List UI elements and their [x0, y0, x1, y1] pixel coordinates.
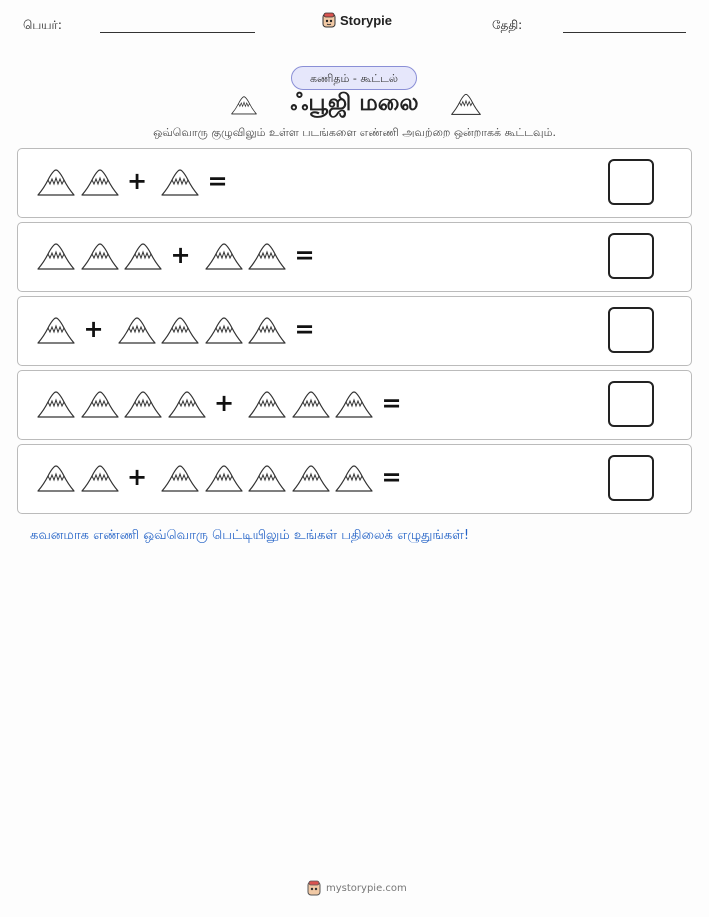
equals-sign: = — [207, 167, 228, 195]
mountain-icon — [247, 314, 287, 346]
mountain-icon — [291, 388, 331, 420]
plus-sign: + — [214, 389, 235, 417]
answer-box[interactable] — [608, 307, 654, 353]
mountain-icon — [204, 314, 244, 346]
plus-sign: + — [170, 241, 191, 269]
mountain-icon — [80, 462, 120, 494]
equals-sign: = — [381, 389, 402, 417]
mountain-icon — [36, 462, 76, 494]
storypie-logo-icon — [307, 880, 321, 896]
problem-row — [17, 148, 692, 218]
answer-box[interactable] — [608, 233, 654, 279]
mountain-icon — [334, 388, 374, 420]
brand-name: Storypie — [340, 12, 393, 28]
mountain-icon — [36, 166, 76, 198]
subject-badge: கணிதம் - கூட்டல் — [291, 66, 417, 90]
mountain-icon — [204, 240, 244, 272]
storypie-logo-icon — [322, 12, 336, 28]
site-url: mystorypie.com — [326, 882, 407, 894]
mountain-icon — [291, 462, 331, 494]
problem-row — [17, 222, 692, 292]
date-label: தேதி: — [492, 18, 523, 32]
site-footer — [307, 880, 407, 896]
mountain-icon — [204, 462, 244, 494]
mountain-icon — [80, 388, 120, 420]
instructions-text: ஒவ்வொரு குழுவிலும் உள்ள படங்களை எண்ணி அவற்றை ஒன்றாகக் கூட்டவும். — [153, 126, 556, 139]
mountain-icon — [36, 240, 76, 272]
mountain-icon — [117, 314, 157, 346]
worksheet-header — [0, 0, 709, 40]
plus-sign: + — [127, 463, 148, 491]
plus-sign: + — [127, 167, 148, 195]
mountain-icon — [167, 388, 207, 420]
date-line[interactable] — [563, 32, 686, 33]
mountain-icon — [36, 388, 76, 420]
mountain-icon — [160, 462, 200, 494]
mountain-icon — [450, 90, 482, 118]
mountain-icon — [247, 240, 287, 272]
mountain-icon — [247, 388, 287, 420]
name-line[interactable] — [100, 32, 255, 33]
mountain-icon — [247, 462, 287, 494]
brand-logo — [322, 12, 392, 28]
mountain-icon — [123, 240, 163, 272]
answer-box[interactable] — [608, 381, 654, 427]
mountain-icon — [80, 240, 120, 272]
equals-sign: = — [381, 463, 402, 491]
mountain-icon — [36, 314, 76, 346]
mountain-icon — [123, 388, 163, 420]
answer-box[interactable] — [608, 455, 654, 501]
equals-sign: = — [294, 315, 315, 343]
answer-box[interactable] — [608, 159, 654, 205]
footer-note: கவனமாக எண்ணி ஒவ்வொரு பெட்டியிலும் உங்கள் பதிலைக் எழுதுங்கள்! — [30, 528, 470, 543]
name-label: பெயர்: — [23, 18, 62, 32]
equals-sign: = — [294, 241, 315, 269]
plus-sign: + — [83, 315, 104, 343]
mountain-icon — [80, 166, 120, 198]
page-title: ஃபூஜி மலை — [290, 90, 419, 116]
problem-row — [17, 370, 692, 440]
title-row — [0, 88, 709, 124]
problem-row — [17, 444, 692, 514]
mountain-icon — [334, 462, 374, 494]
mountain-icon — [160, 166, 200, 198]
problem-row — [17, 296, 692, 366]
mountain-icon — [160, 314, 200, 346]
